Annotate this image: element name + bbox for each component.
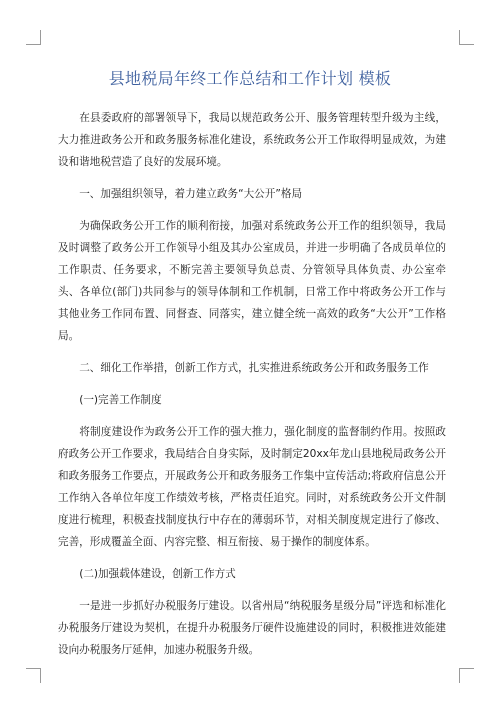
section-heading-1: 一、加强组织领导，着力建立政务“大公开”格局 — [79, 188, 303, 200]
document-body — [58, 107, 446, 671]
section-heading-2: 二、细化工作举措，创新工作方式，扎实推进系统政务公开和政务服务工作 — [79, 362, 429, 374]
subsection-heading-1: (一)完善工作制度 — [79, 394, 162, 406]
document-title: 县地税局年终工作总结和工作计划 模板 — [108, 69, 392, 88]
subsection-heading-2: (二)加强载体建设，创新工作方式 — [79, 568, 236, 580]
crop-mark-bottom-left — [26, 668, 41, 683]
crop-mark-top-right — [459, 30, 474, 45]
paragraph-section-1: 为确保政务公开工作的顺利衔接，加强对系统政务公开工作的组织领导，我局及时调整了政务公开工作领导小组及其办公室成员，并进一步明确了各成员单位的工作职责、任务要求，不断完善主要领导负总责、分管领导具体负责、办公室牵头、各单位(部门)共同参与的领导体制和工作机制，日常工作中将政务公开工作与其他业务工作同布置、同督查、同落实，建立健全统一高效的政务“大公开”工作格局。 — [58, 220, 446, 342]
paragraph-intro: 在县委政府的部署领导下，我局以规范政务公开、服务管理转型升级为主线，大力推进政务公开和政务服务标准化建设，系统政务公开工作取得明显成效，为建设和谐地税营造了良好的发展环境。 — [58, 112, 446, 168]
crop-mark-bottom-right — [459, 668, 474, 683]
crop-mark-top-left — [26, 30, 41, 45]
paragraph-subsection-1: 将制度建设作为政务公开工作的强大推力，强化制度的监督制约作用。按照政府政务公开工作要求，我局结合自身实际，及时制定20xx年龙山县地税局政务公开和政务服务工作要点，开展政务公开和政务服务工作集中宣传活动;将政府信息公开工作纳入各单位年度工作绩效考核，严格责任追究。同时，对系统政务公开文件制度进行梳理，积极查找制度执行中存在的薄弱环节，对相关制度规定进行了修改、完善，形成覆盖全面、内容完整、相互衔接、易于操作的制度体系。 — [58, 426, 446, 548]
paragraph-subsection-2: 一是进一步抓好办税服务厅建设。以省州局“纳税服务星级分局”评选和标准化办税服务厅建设为契机，在提升办税服务厅硬件设施建设的同时，积极推进效能建设向办税服务厅延伸，加速办税服务升级。 — [58, 600, 446, 656]
